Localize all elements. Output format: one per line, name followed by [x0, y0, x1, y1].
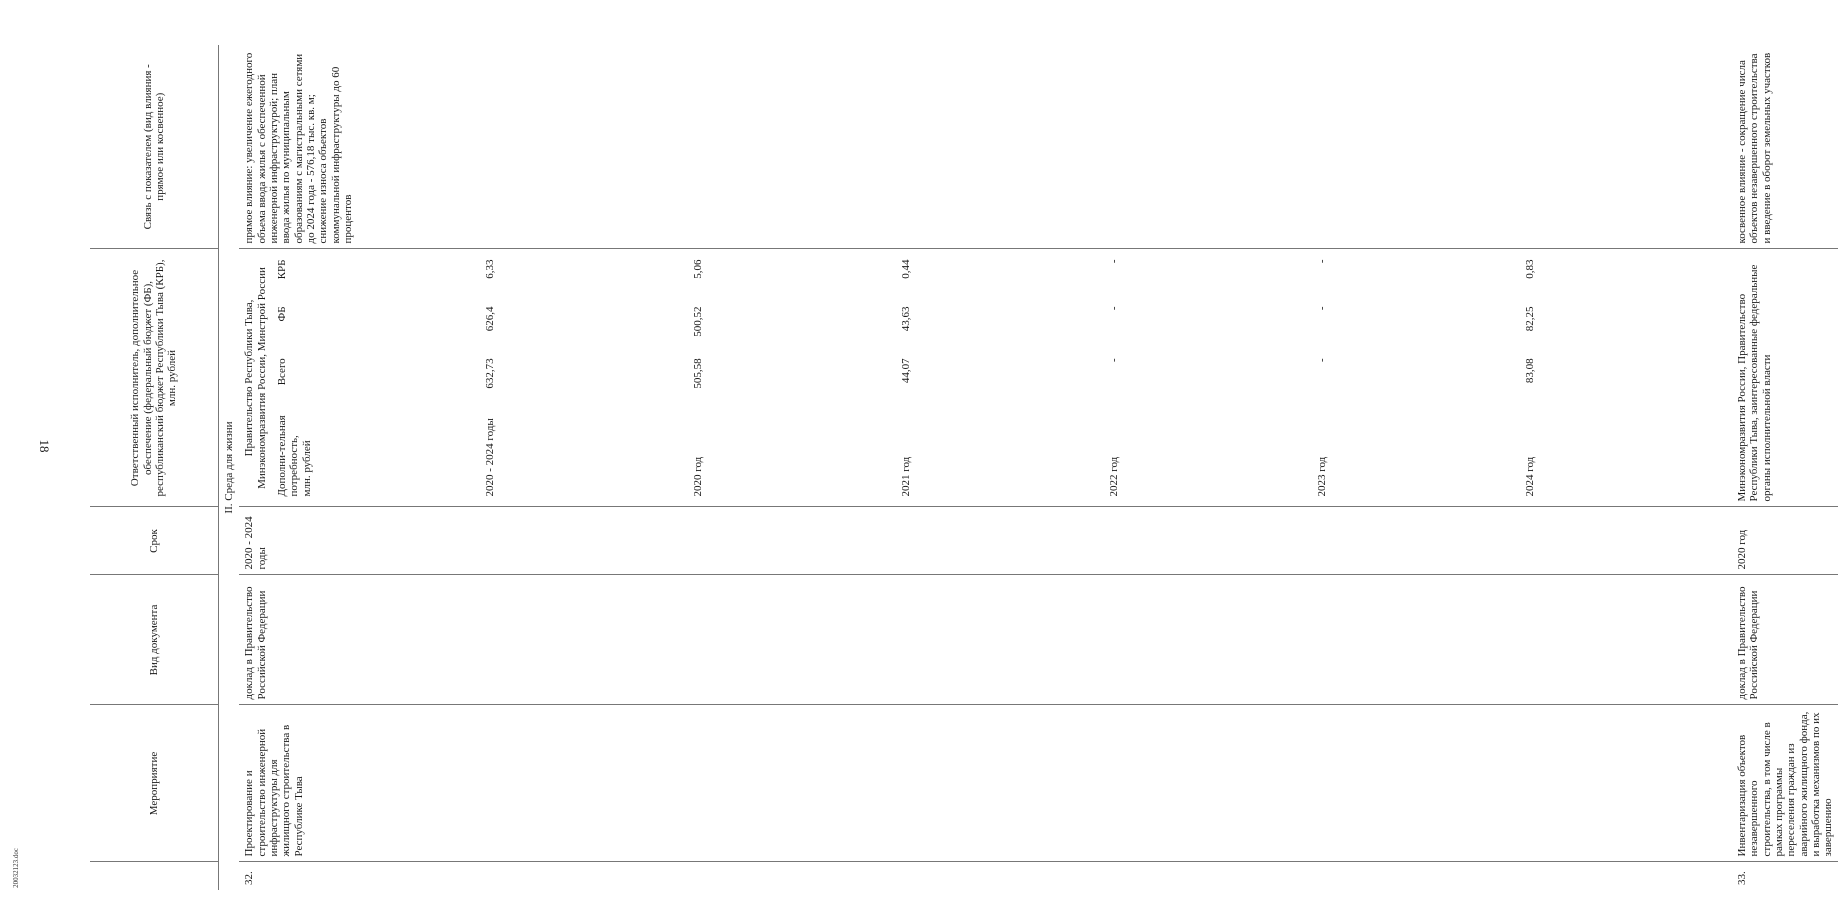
funding-period: 2024 год: [1523, 456, 1536, 497]
row-number: 33.: [1735, 871, 1748, 885]
section-row: [219, 45, 240, 890]
funding-row: [1312, 255, 1520, 502]
table-row: [1732, 45, 1838, 890]
row-executor: Правительство Республики Тыва, Минэкономразвития России, Минстрой России: [243, 267, 268, 489]
funding-total: -: [1107, 358, 1120, 362]
funding-row: [480, 255, 688, 502]
funding-head-row: [272, 255, 480, 502]
header-num: [90, 862, 219, 890]
funding-fb: 626,4: [483, 306, 496, 332]
funding-krb: -: [1315, 259, 1328, 264]
table-row: [239, 45, 1732, 890]
funding-total: 632,73: [483, 358, 496, 389]
footer-doc-code: 20032123.doc: [12, 848, 20, 888]
rotated-page-content: [90, 45, 1835, 890]
measures-table: [90, 45, 1838, 890]
funding-row: [688, 255, 896, 502]
funding-row: [1520, 255, 1728, 502]
row-term: 2020 - 2024 годы: [239, 507, 1732, 575]
rotated-table-region: [90, 45, 1835, 890]
row-measure: Проектирование и строительство инженерной инфраструктуры для жилищного строительства в Республике Тыва: [239, 705, 1732, 862]
header-doc-type: Вид документа: [90, 575, 219, 705]
funding-total: 505,58: [691, 358, 704, 389]
funding-head-krb: КРБ: [275, 259, 288, 280]
header-executor: Ответственный исполнитель, дополнительное обеспечение (федеральный бюджет (ФБ), республиканский бюджет Республики Тыва (КРБ), млн. рублей: [90, 249, 219, 507]
funding-period: 2020 год: [691, 456, 704, 497]
funding-period: 2022 год: [1107, 456, 1120, 497]
funding-table: [272, 255, 1728, 502]
table-header-row: [90, 45, 219, 890]
funding-total: -: [1315, 358, 1328, 362]
funding-row: [896, 255, 1104, 502]
funding-fb: 82,25: [1523, 306, 1536, 332]
funding-head-fb: ФБ: [275, 306, 288, 322]
section-title: II. Среда для жизни: [223, 421, 235, 514]
funding-krb: 5,06: [691, 259, 704, 279]
row-executor: Минэкономразвития России, Правительство Республики Тыва, заинтересованные федеральные органы исполнительной власти: [1732, 249, 1838, 507]
row-indicator-link: косвенное влияние - сокращение числа объектов незавершенного строительства и введение в оборот земельных участков: [1732, 45, 1838, 249]
row-measure: Инвентаризация объектов незавершенного строительства, в том числе в рамках программы переселения граждан из аварийного жилищного фонда, и выработка механизмов по их завершению: [1732, 705, 1838, 862]
funding-krb: 0,44: [899, 259, 912, 279]
funding-head-total: Всего: [275, 358, 288, 386]
row-doc-type: доклад в Правительство Российской Федерации: [1732, 575, 1838, 705]
header-link: Связь с показателем (вид влияния - прямое или косвенное): [90, 45, 219, 249]
row-executor-cell: [239, 249, 1732, 507]
funding-total: 44,07: [899, 358, 912, 384]
row-term: 2020 год: [1732, 507, 1838, 575]
funding-krb: 0,83: [1523, 259, 1536, 279]
funding-period: 2020 - 2024 годы: [483, 418, 496, 497]
funding-fb: 43,63: [899, 306, 912, 332]
row-number: 32.: [243, 871, 256, 885]
row-indicator-link: прямое влияние: увеличение ежегодного объема ввода жилья с обеспеченной инженерной инфраструктурой; план ввода жилья по муниципальным образованиям с магистральными сетями до 2024 года - 576,18 тыс. кв. м; снижение износа объектов коммунальной инфраструктуры до 60 процентов: [239, 45, 1732, 249]
funding-fb: 500,52: [691, 306, 704, 337]
funding-krb: -: [1107, 259, 1120, 264]
header-measure: Мероприятие: [90, 705, 219, 862]
row-doc-type: доклад в Правительство Российской Федерации: [239, 575, 1732, 705]
header-term: Срок: [90, 507, 219, 575]
funding-period: 2023 год: [1315, 456, 1328, 497]
funding-krb: 6,33: [483, 259, 496, 279]
funding-period: 2021 год: [899, 456, 912, 497]
funding-fb: -: [1315, 306, 1328, 311]
funding-head-label: Дополни-тельная потребность, млн. рублей: [275, 415, 313, 497]
funding-total: 83,08: [1523, 358, 1536, 384]
funding-fb: -: [1107, 306, 1120, 311]
page-number: 18: [37, 439, 52, 453]
funding-row: [1104, 255, 1312, 502]
